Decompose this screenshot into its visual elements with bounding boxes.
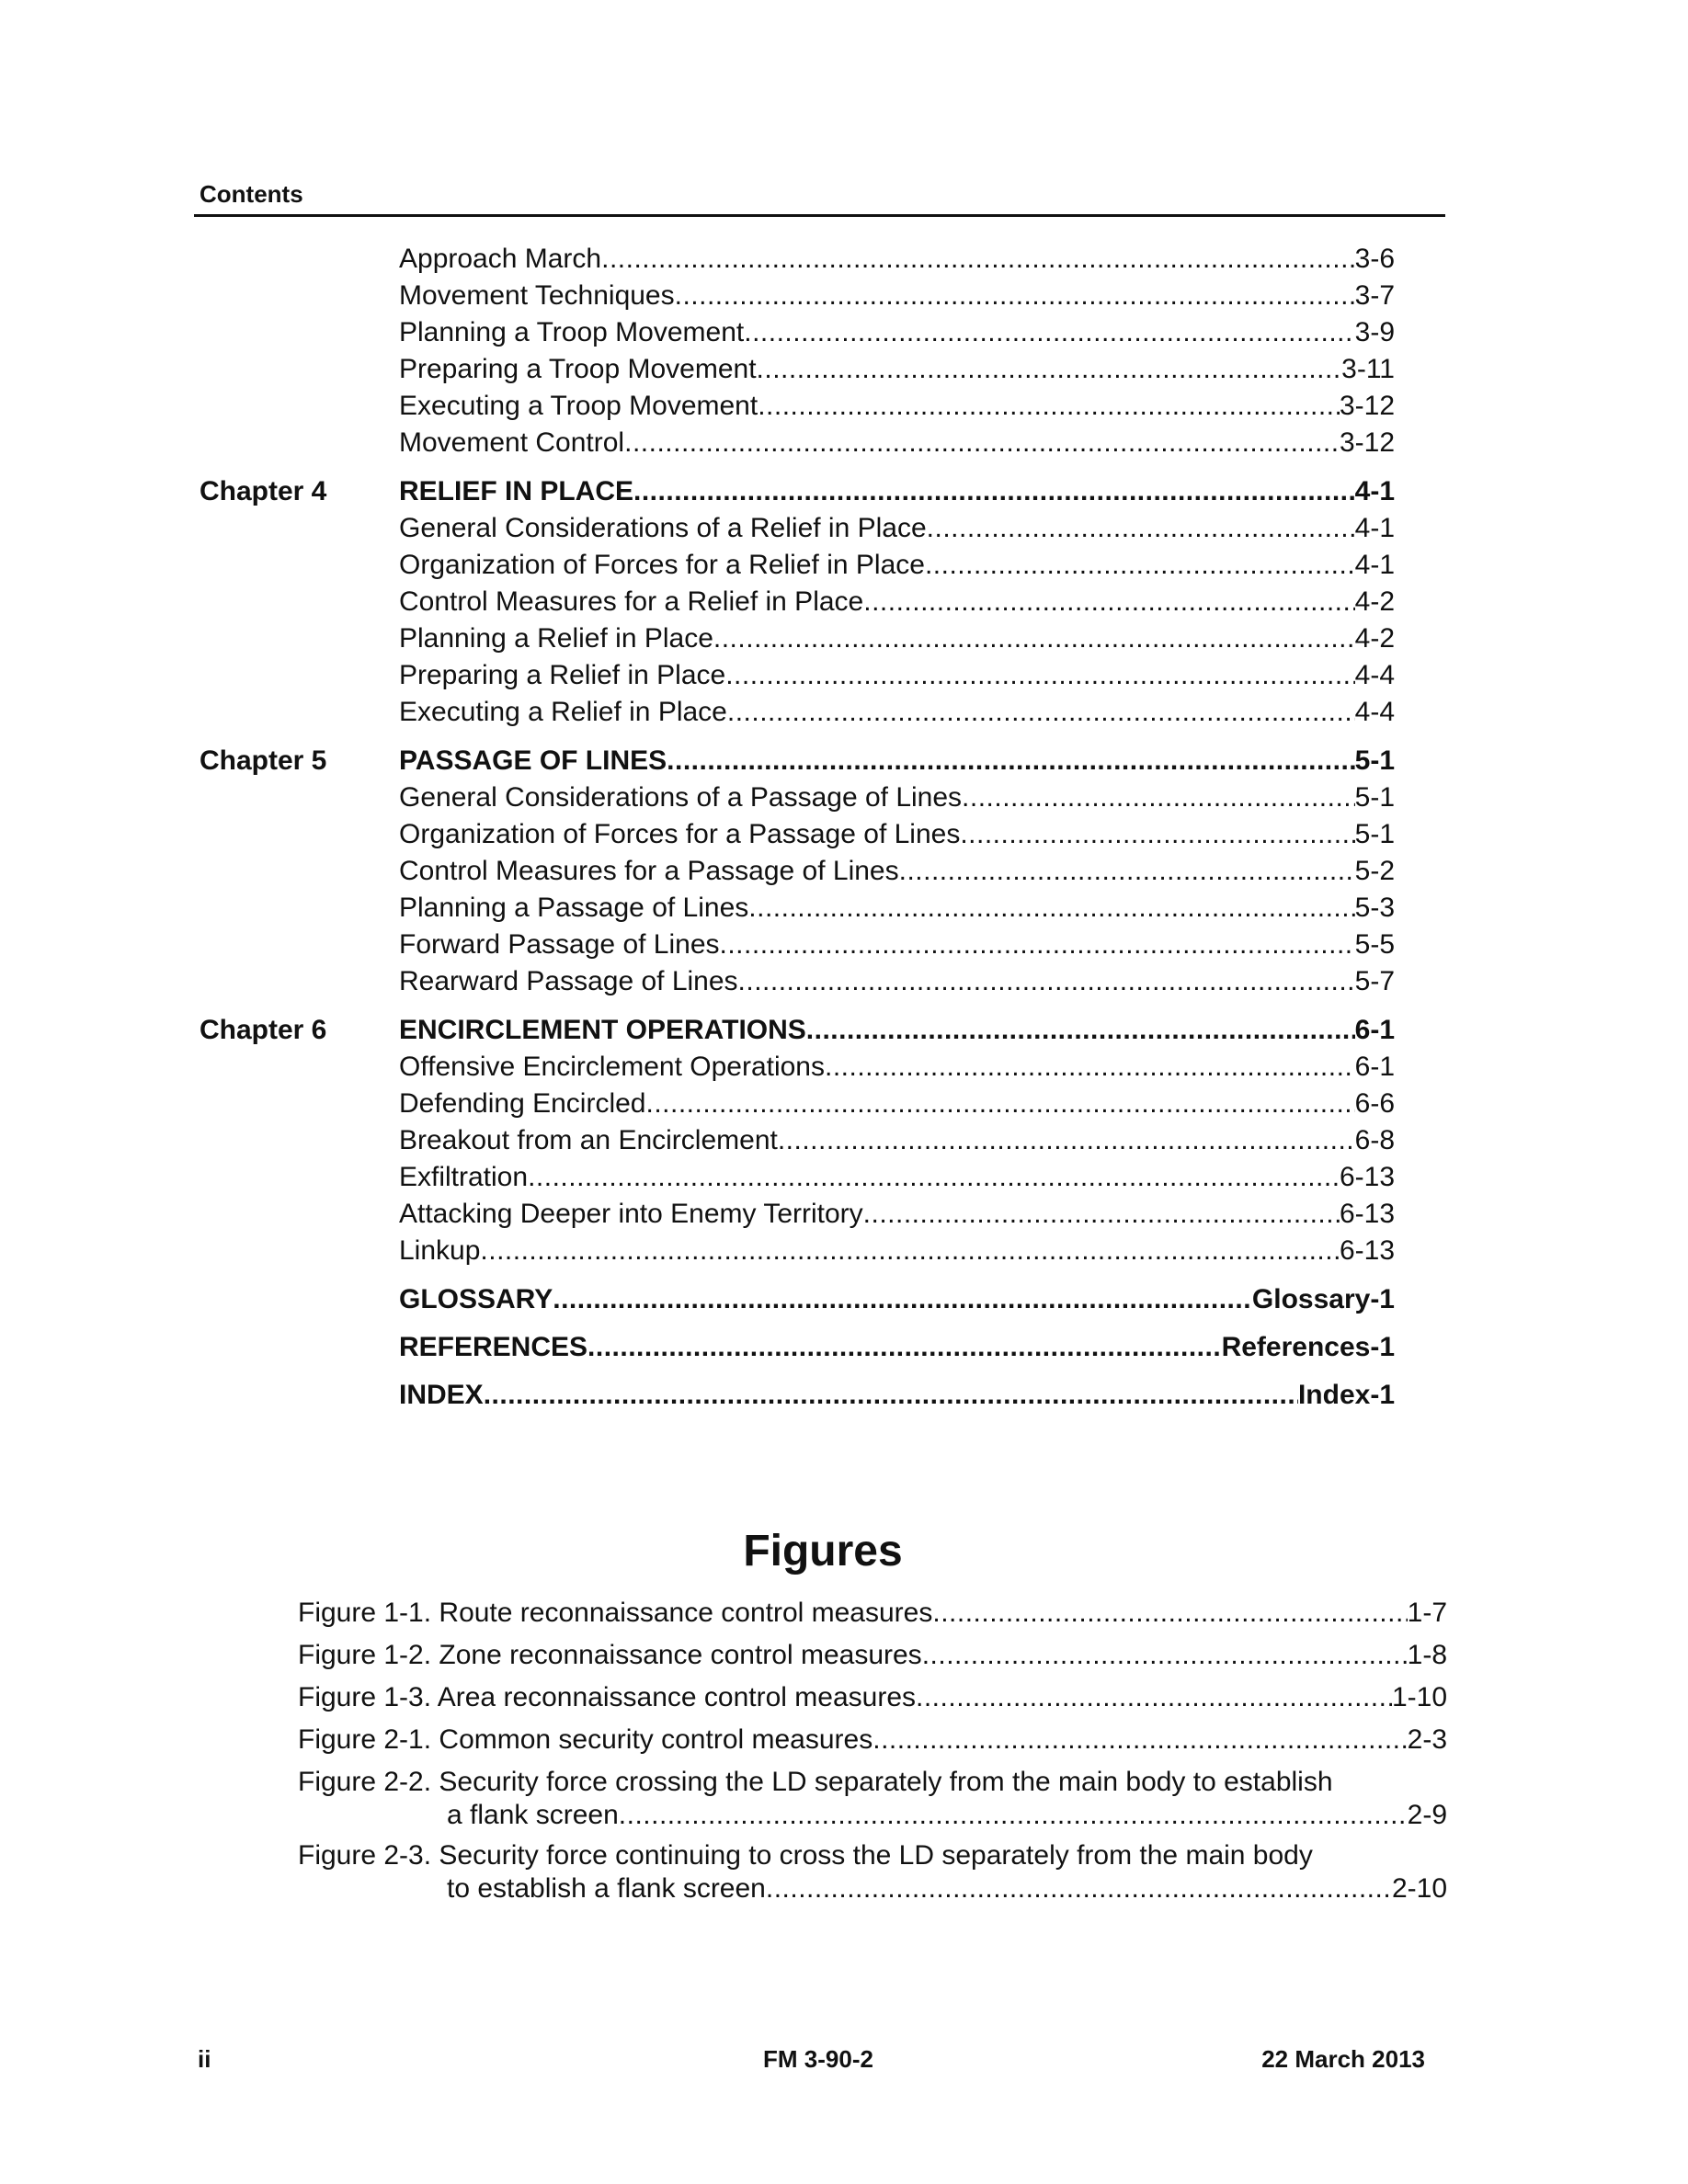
toc-entry-title: Control Measures for a Relief in Place [399, 586, 864, 617]
figure-title: Figure 2-3. Security force continuing to cross the LD separately from the main body [298, 1840, 1313, 1871]
dot-leader [738, 966, 1355, 997]
toc-entry-title: Rearward Passage of Lines [399, 966, 738, 996]
toc-back-title: REFERENCES [399, 1332, 588, 1362]
dot-leader [624, 427, 1340, 459]
toc-entry-title: Planning a Relief in Place [399, 623, 713, 654]
dot-leader [528, 1162, 1340, 1193]
dot-leader [806, 1015, 1355, 1046]
toc-entry-title: Planning a Passage of Lines [399, 893, 749, 923]
toc-glossary[interactable] [399, 1284, 1395, 1321]
figure-title: Figure 1-3. Area reconnaissance control measures [298, 1682, 917, 1712]
toc-back-page: Index-1 [1297, 1380, 1395, 1410]
dot-leader [757, 354, 1342, 385]
toc-entry-page: 5-2 [1354, 856, 1395, 886]
toc-entry-page: 6-13 [1339, 1199, 1395, 1229]
dot-leader [925, 550, 1355, 581]
dot-leader [480, 1235, 1340, 1267]
toc-entry-title: Exfiltration [399, 1162, 529, 1192]
toc-entry[interactable] [399, 1162, 1395, 1199]
toc-entry[interactable] [399, 427, 1395, 464]
dot-leader [922, 1640, 1408, 1671]
toc-references[interactable] [399, 1332, 1395, 1369]
dot-leader [646, 1088, 1355, 1120]
toc-entry[interactable] [399, 966, 1395, 1003]
toc-entry-page: 4-4 [1354, 697, 1395, 727]
toc-entry[interactable] [399, 354, 1395, 391]
toc-entry[interactable] [399, 856, 1395, 893]
toc-entry-title: Approach March [399, 244, 602, 274]
dot-leader [601, 244, 1355, 275]
figure-page: 2-10 [1391, 1873, 1447, 1904]
toc-entry-title: Offensive Encirclement Operations [399, 1052, 825, 1082]
dot-leader [587, 1332, 1222, 1363]
toc-entry-page: 6-13 [1339, 1162, 1395, 1192]
footer-date: 22 March 2013 [1261, 2045, 1425, 2073]
figure-page: 2-3 [1407, 1724, 1447, 1755]
toc-entry[interactable] [399, 280, 1395, 317]
toc-entry-page: 5-5 [1354, 929, 1395, 960]
toc-entry-page: 6-6 [1354, 1088, 1395, 1119]
toc-entry[interactable] [399, 623, 1395, 660]
dot-leader [633, 476, 1355, 507]
toc-entry-page: 5-3 [1354, 893, 1395, 923]
toc-entry-title: Breakout from an Encirclement [399, 1125, 778, 1155]
toc-entry[interactable] [399, 697, 1395, 734]
toc-entry[interactable] [399, 1125, 1395, 1162]
toc-entry-title: Movement Control [399, 427, 625, 458]
dot-leader [899, 856, 1355, 887]
toc-entry-page: 4-1 [1354, 513, 1395, 543]
toc-chapter-heading[interactable] [399, 745, 1395, 782]
toc-entry-page: 5-7 [1354, 966, 1395, 996]
toc-entry-title: Executing a Relief in Place [399, 697, 727, 727]
toc-entry-page: 3-9 [1354, 317, 1395, 347]
toc-back-page: References-1 [1221, 1332, 1395, 1362]
toc-entry-title: Movement Techniques [399, 280, 675, 311]
figures-heading: Figures [743, 1527, 903, 1575]
toc-entry-page: 6-13 [1339, 1235, 1395, 1266]
dot-leader [758, 391, 1340, 422]
toc-entry[interactable] [399, 550, 1395, 586]
toc-entry-page: 3-6 [1354, 244, 1395, 274]
figure-page: 1-10 [1391, 1682, 1447, 1712]
toc-chapter-title: ENCIRCLEMENT OPERATIONS [399, 1015, 806, 1045]
dot-leader [727, 697, 1355, 728]
toc-entry-page: 5-1 [1354, 819, 1395, 849]
toc-entry[interactable] [399, 513, 1395, 550]
figure-page: 1-8 [1407, 1640, 1447, 1670]
figure-entry[interactable] [298, 1840, 1447, 1906]
toc-entry[interactable] [399, 1088, 1395, 1125]
toc-entry-title: Forward Passage of Lines [399, 929, 720, 960]
dot-leader [873, 1724, 1407, 1756]
toc-chapter-title: PASSAGE OF LINES [399, 745, 667, 776]
figure-page: 1-7 [1407, 1598, 1447, 1628]
toc-back-page: Glossary-1 [1251, 1284, 1395, 1314]
dot-leader [748, 893, 1354, 924]
toc-entry-title: Attacking Deeper into Enemy Territory [399, 1199, 863, 1229]
toc-entry[interactable] [399, 893, 1395, 929]
dot-leader [960, 819, 1354, 850]
dot-leader [484, 1380, 1298, 1411]
figure-entry[interactable] [298, 1767, 1447, 1833]
toc-entry-title: Preparing a Relief in Place [399, 660, 726, 690]
figure-title: Figure 1-1. Route reconnaissance control measures [298, 1598, 933, 1628]
toc-chapter-title: RELIEF IN PLACE [399, 476, 634, 506]
dot-leader [766, 1873, 1392, 1905]
footer-document-id: FM 3-90-2 [763, 2045, 873, 2073]
chapter-label: Chapter 4 [200, 476, 327, 506]
toc-entry-title: Organization of Forces for a Relief in Place [399, 550, 925, 580]
chapter-label: Chapter 5 [200, 745, 327, 776]
toc-entry-title: General Considerations of a Passage of Lines [399, 782, 963, 813]
dot-leader [962, 782, 1355, 813]
toc-entry[interactable] [399, 660, 1395, 697]
dot-leader [863, 1199, 1340, 1230]
toc-entry[interactable] [399, 586, 1395, 623]
toc-entry[interactable] [399, 1235, 1395, 1272]
toc-entry-page: 3-7 [1354, 280, 1395, 311]
toc-entry[interactable] [399, 929, 1395, 966]
toc-entry-title: Planning a Troop Movement [399, 317, 745, 347]
dot-leader [667, 745, 1354, 777]
toc-entry[interactable] [399, 391, 1395, 427]
figure-page: 2-9 [1407, 1800, 1447, 1830]
toc-entry-page: 6-1 [1354, 1052, 1395, 1082]
toc-entry-page: 5-1 [1354, 782, 1395, 813]
dot-leader [825, 1052, 1355, 1083]
dot-leader [725, 660, 1354, 691]
toc-entry-page: 4-4 [1354, 660, 1395, 690]
figure-title: Figure 2-2. Security force crossing the LD separately from the main body to establish [298, 1767, 1333, 1797]
dot-leader [744, 317, 1354, 348]
figure-entry[interactable] [298, 1640, 1447, 1673]
dot-leader [932, 1598, 1407, 1629]
toc-chapter-heading[interactable] [399, 1015, 1395, 1052]
dot-leader [553, 1284, 1252, 1315]
toc-chapter-page: 5-1 [1354, 745, 1395, 776]
toc-entry[interactable] [399, 1199, 1395, 1235]
dot-leader [916, 1682, 1392, 1713]
figure-entry[interactable] [298, 1724, 1447, 1757]
dot-leader [778, 1125, 1355, 1156]
toc-chapter-heading[interactable] [399, 476, 1395, 513]
toc-entry[interactable] [399, 819, 1395, 856]
dot-leader [927, 513, 1355, 544]
toc-entry-title: Organization of Forces for a Passage of Lines [399, 819, 961, 849]
toc-entry-title: Preparing a Troop Movement [399, 354, 757, 384]
toc-entry-page: 3-12 [1339, 391, 1395, 421]
figure-entry[interactable] [298, 1682, 1447, 1715]
footer-page-number: ii [198, 2045, 211, 2073]
figure-entry[interactable] [298, 1598, 1447, 1631]
toc-entry-title: Executing a Troop Movement [399, 391, 758, 421]
chapter-label: Chapter 6 [200, 1015, 327, 1045]
toc-entry-title: Linkup [399, 1235, 481, 1266]
toc-entry-page: 3-12 [1339, 427, 1395, 458]
toc-entry-page: 4-1 [1354, 550, 1395, 580]
dot-leader [675, 280, 1355, 312]
toc-entry-page: 3-11 [1341, 354, 1395, 384]
dot-leader [713, 623, 1355, 654]
toc-chapter-page: 4-1 [1354, 476, 1395, 506]
toc-back-title: GLOSSARY [399, 1284, 553, 1314]
toc-entry[interactable] [399, 1052, 1395, 1088]
toc-entry-page: 4-2 [1354, 586, 1395, 617]
toc-entry-title: General Considerations of a Relief in Place [399, 513, 927, 543]
toc-back-title: INDEX [399, 1380, 484, 1410]
figure-title-continued: to establish a flank screen [447, 1873, 766, 1904]
toc-entry[interactable] [399, 782, 1395, 819]
header-rule [194, 214, 1445, 217]
toc-chapter-page: 6-1 [1354, 1015, 1395, 1045]
running-header: Contents [200, 180, 303, 208]
figure-title: Figure 1-2. Zone reconnaissance control measures [298, 1640, 922, 1670]
dot-leader [619, 1800, 1408, 1831]
toc-entry-page: 4-2 [1354, 623, 1395, 654]
toc-index[interactable] [399, 1380, 1395, 1416]
dot-leader [720, 929, 1355, 961]
toc-entry[interactable] [399, 244, 1395, 280]
dot-leader [863, 586, 1354, 618]
toc-entry-page: 6-8 [1354, 1125, 1395, 1155]
toc-entry[interactable] [399, 317, 1395, 354]
toc-entry-title: Defending Encircled [399, 1088, 646, 1119]
toc-entry-title: Control Measures for a Passage of Lines [399, 856, 899, 886]
figure-title: Figure 2-1. Common security control measures [298, 1724, 873, 1755]
figure-title-continued: a flank screen [447, 1800, 619, 1830]
